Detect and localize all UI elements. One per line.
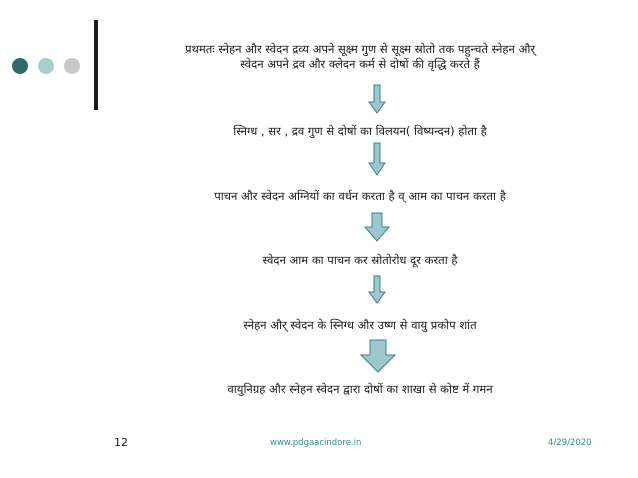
decorative-dot-gray (64, 58, 80, 74)
slide-number: 12 (114, 436, 128, 449)
down-arrow-icon (364, 212, 390, 242)
footer-website: www.pdgaacindore.in (270, 438, 362, 448)
down-arrow-icon (368, 84, 386, 114)
intro-line-1: प्रथमतः स्नेहन और स्वेदन द्रव्य अपने सूक्ष्म गुण से सूक्ष्म स्रोतो तक पहुन्चते स्नेहन और् (184, 42, 536, 56)
intro-line-2: स्वेदन अपने द्रव और क्लेदन कर्म से दोषों की वृद्धि करते हैं (240, 57, 480, 71)
down-arrow-icon (368, 142, 386, 176)
footer-date: 4/29/2020 (548, 438, 592, 448)
step-line-4: स्नेहन और् स्वेदन के स्निग्ध और उष्ण से वायु प्रकोप शांत (243, 318, 477, 332)
decorative-dot-light (38, 58, 54, 74)
step-line-1: स्निग्ध , सर , द्रव गुण से दोषों का विलयन( विष्यन्दन) होता है (233, 124, 487, 138)
step-line-3: स्वेदन आम का पाचन कर स्रोतोरोध दूर करता है (262, 253, 458, 267)
down-arrow-icon (360, 339, 396, 373)
down-arrow-icon (368, 275, 386, 304)
conclusion-line: वायुनिग्रह और स्नेहन स्वेदन द्वारा दोषों का शाखा से कोष्ट में गमन (227, 382, 493, 396)
decorative-dot-dark (12, 58, 28, 74)
step-line-2: पाचन और स्वेदन अग्नियों का वर्धन करता है व् आम का पाचन करता है (214, 189, 506, 203)
title-divider-bar (94, 20, 98, 110)
